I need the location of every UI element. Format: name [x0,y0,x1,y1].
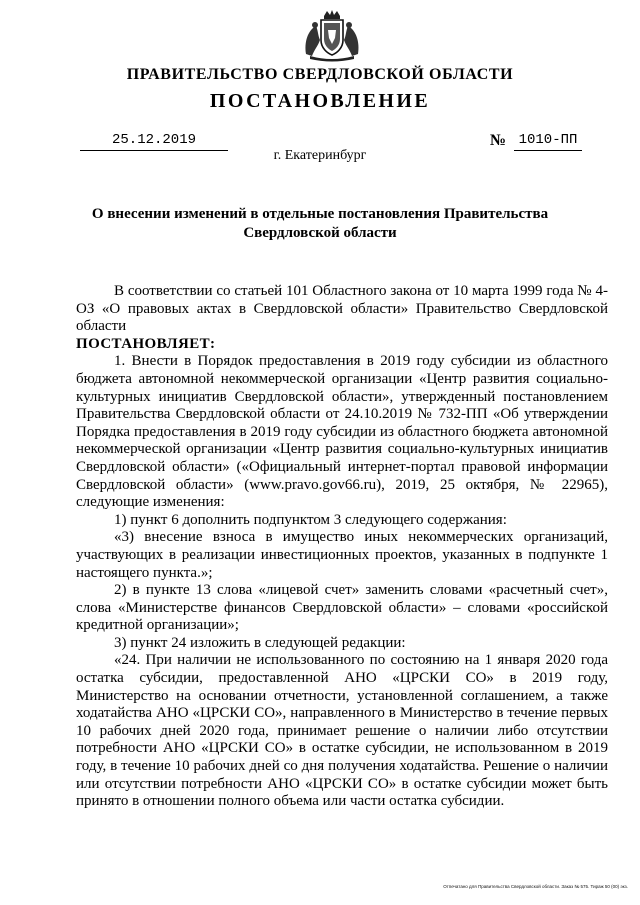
document-number: 1010-ПП [518,132,578,148]
paragraph-3: «3) внесение взноса в имущество иных некоммерческих организаций, участвующих в реализации инвестиционных проектов, указанных в подпункте 1 настоящего пункта.»; [76,529,608,581]
paragraph-4: 2) в пункте 13 слова «лицевой счет» заменить словами «расчетный счет», слова «Министерстве финансов Свердловской области» – словами «российской кредитной организации»; [76,582,608,634]
document-date: 25.12.2019 [111,132,196,148]
paragraph-5: 3) пункт 24 изложить в следующей редакции: [114,634,406,651]
paragraph-2: 1) пункт 6 дополнить подпунктом 3 следующего содержания: [114,511,507,528]
document-title: О внесении изменений в отдельные постановления Правительства Свердловской области [91,206,549,241]
decree-heading: ПОСТАНОВЛЯЕТ: [76,335,216,352]
preamble-paragraph: В соответствии со статьей 101 Областного закона от 10 марта 1999 года № 4-ОЗ «О правовых актах в Свердловской области» Правительство Свердловской области [76,283,608,335]
organization-name: ПРАВИТЕЛЬСТВО СВЕРДЛОВСКОЙ ОБЛАСТИ [126,66,514,83]
document-body [76,283,608,811]
print-footer-note: Отпечатано для Правительства Свердловской области. Заказ № 575. Тираж 50 (00) экз. [443,884,628,889]
coat-of-arms-emblem [300,8,364,62]
document-type: ПОСТАНОВЛЕНИЕ [209,90,431,112]
paragraph-6: «24. При наличии не использованного по состоянию на 1 января 2020 года остатка субсидии, предоставленной АНО «ЦРСКИ СО» в 2019 году, Министерство на основании отчетности, установленной соглашением, а также ходатайства АНО «ЦРСКИ СО», направленного в Министерство в течение первых 10 рабочих дней 2020 года, принимает решение о наличии либо отсутствии потребности АНО «ЦРСКИ СО» в остатке субсидии, не использованном в 2019 году, в течение 10 рабочих дней со дня получения ходатайства. Решение о наличии или отсутствии потребности АНО «ЦРСКИ СО» в остатке субсидии может быть принято в отношении полного объема или части остатка субсидии. [76,652,608,810]
city: г. Екатеринбург [273,148,367,163]
number-sign: № [490,132,507,149]
paragraph-1: 1. Внести в Порядок предоставления в 2019 году субсидии из областного бюджета автономной некоммерческой организации «Центр развития социально-культурных инициатив Свердловской области», утвержденный постановлением Правительства Свердловской области от 24.10.2019 № 732-ПП «Об утверждении Порядка предоставления в 2019 году субсидии из областного бюджета автономной некоммерческой организации «Центр развития социально-культурных инициатив Свердловской области» («Официальный интернет-портал правовой информации Свердловской области» (www.pravo.gov66.ru), 2019, 25 октября, № 22965), следующие изменения: [76,353,608,511]
